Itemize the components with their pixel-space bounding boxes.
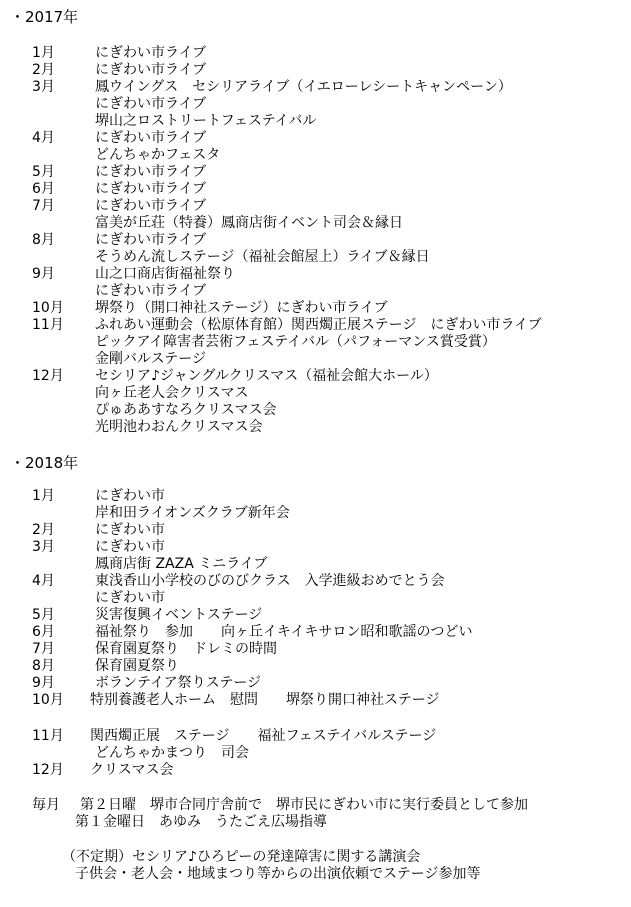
month-label: 7月 xyxy=(32,198,55,214)
monthly-label: 毎月 xyxy=(32,797,60,813)
section-title-2018: ・2018年 xyxy=(10,454,79,472)
event-text: 向ヶ丘老人会クリスマス xyxy=(95,385,249,401)
month-label: 6月 xyxy=(32,624,55,640)
event-text: ふれあい運動会（松原体育館）関西燭正展ステージ にぎわい市ライブ xyxy=(95,317,542,333)
event-text: 保育園夏祭り ドレミの時間 xyxy=(95,641,277,657)
event-text: 光明池わおんクリスマス会 xyxy=(95,419,263,435)
irregular-line-1: （不定期）セシリア♪ひろピーの発達障害に関する講演会 xyxy=(62,849,421,865)
event-text: そうめん流しステージ（福祉会館屋上）ライブ＆縁日 xyxy=(95,249,430,265)
event-text: 保育園夏祭り xyxy=(95,658,179,674)
month-label: 6月 xyxy=(32,181,55,197)
month-label: 12月 xyxy=(32,762,64,778)
month-label: 7月 xyxy=(32,641,55,657)
event-text: 富美が丘荘（特養）鳳商店街イベント司会＆縁日 xyxy=(95,215,403,231)
event-text: にぎわい市 xyxy=(95,539,165,555)
event-text: にぎわい市ライブ xyxy=(95,45,207,61)
month-label: 12月 xyxy=(32,368,64,384)
month-label: 10月 xyxy=(32,692,64,708)
event-text: 福祉祭り 参加 向ヶ丘イキイキサロン昭和歌謡のつどい xyxy=(95,624,473,640)
event-text: にぎわい市ライブ xyxy=(95,198,207,214)
event-text: 東浅香山小学校のびのびクラス 入学進級おめでとう会 xyxy=(95,573,445,589)
month-label: 11月 xyxy=(32,728,64,744)
monthly-line-1: 第２日曜 堺市合同庁舎前で 堺市民にぎわい市に実行委員として参加 xyxy=(80,797,528,813)
month-label: 3月 xyxy=(32,79,55,95)
month-label: 4月 xyxy=(32,573,55,589)
event-text: にぎわい市ライブ xyxy=(95,96,207,112)
month-label: 1月 xyxy=(32,45,55,61)
event-text: ピックアイ障害者芸術フェステイバル（パフォーマンス賞受賞） xyxy=(95,334,496,350)
event-text: にぎわい市ライブ xyxy=(95,232,207,248)
month-label: 2月 xyxy=(32,522,55,538)
event-text: にぎわい市ライブ xyxy=(95,283,207,299)
event-text: 金剛バルステージ xyxy=(95,351,207,367)
month-label: 2月 xyxy=(32,62,55,78)
event-text: にぎわい市 xyxy=(95,488,165,504)
event-text: にぎわい市 xyxy=(95,590,165,606)
monthly-line-2: 第１金曜日 あゆみ うたごえ広場指導 xyxy=(75,814,327,830)
event-text: 特別養護老人ホーム 慰問 堺祭り開口神社ステージ xyxy=(90,692,440,708)
event-text: にぎわい市ライブ xyxy=(95,62,207,78)
event-text: 山之口商店街福祉祭り xyxy=(95,266,235,282)
month-label: 4月 xyxy=(32,130,55,146)
month-label: 8月 xyxy=(32,658,55,674)
event-text: 岸和田ライオンズクラブ新年会 xyxy=(95,505,290,521)
month-label: 3月 xyxy=(32,539,55,555)
event-text: 鳳商店街 ZAZA ミニライブ xyxy=(95,556,268,572)
event-text: どんちゃかまつり 司会 xyxy=(95,745,249,761)
event-text: 関西燭正展 ステージ 福祉フェステイバルステージ xyxy=(90,728,437,744)
event-text: にぎわい市ライブ xyxy=(95,130,207,146)
event-text: 堺祭り（開口神社ステージ）にぎわい市ライブ xyxy=(95,300,388,316)
month-label: 8月 xyxy=(32,232,55,248)
section-title-2017: ・2017年 xyxy=(10,8,79,26)
event-text: クリスマス会 xyxy=(90,762,174,778)
event-text: 鳳ウイングス セシリアライブ（イエローレシートキャンペーン） xyxy=(95,79,512,95)
month-label: 10月 xyxy=(32,300,64,316)
irregular-line-2: 子供会・老人会・地域まつり等からの出演依頼でステージ参加等 xyxy=(75,866,481,882)
event-text: にぎわい市ライブ xyxy=(95,164,207,180)
month-label: 5月 xyxy=(32,607,55,623)
event-text: どんちゃかフェスタ xyxy=(95,147,221,163)
month-label: 11月 xyxy=(32,317,64,333)
event-text: にぎわい市 xyxy=(95,522,165,538)
month-label: 9月 xyxy=(32,266,55,282)
event-text: 災害復興イベントステージ xyxy=(95,607,263,623)
month-label: 5月 xyxy=(32,164,55,180)
event-text: ぴゅああすなろクリスマス会 xyxy=(95,402,277,418)
event-text: 堺山之ロストリートフェステイバル xyxy=(95,113,317,129)
month-label: 9月 xyxy=(32,675,55,691)
event-text: セシリア♪ジャングルクリスマス（福祉会館大ホール） xyxy=(95,368,438,384)
event-text: ボランテイア祭りステージ xyxy=(95,675,262,691)
event-text: にぎわい市ライブ xyxy=(95,181,207,197)
month-label: 1月 xyxy=(32,488,55,504)
